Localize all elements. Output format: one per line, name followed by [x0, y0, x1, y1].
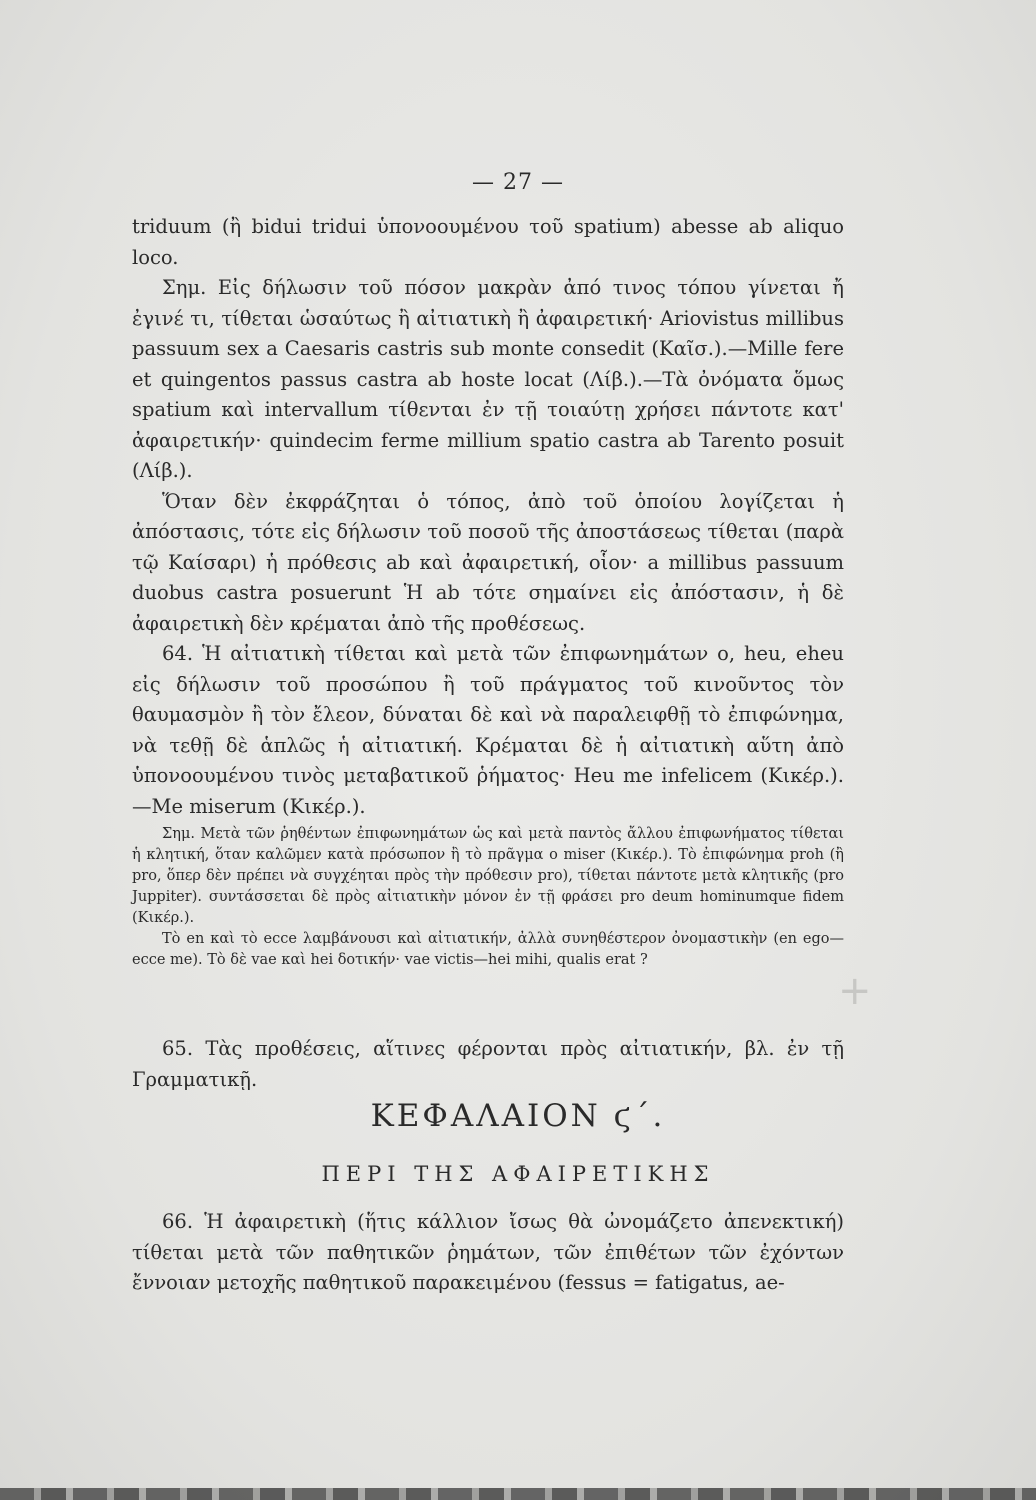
paragraph-distance-ab: Ὅταν δὲν ἐκφράζηται ὁ τόπος, ἀπὸ τοῦ ὁποίου λογίζεται ἡ ἀπόστασις, τότε εἰς δήλωσιν τοῦ ποσοῦ τῆς ἀποστάσεως τίθεται (παρὰ τῷ Καίσαρι) ἡ πρόθεσις ab καὶ ἀφαιρετική, οἷον· a millibus passuum duobus castra posuerunt Ἡ ab τότε σημαίνει εἰς ἀπόστασιν, ἡ δὲ ἀφαιρετικὴ δὲν κρέμαται ἀπὸ τῆς προθέσεως.: [132, 489, 844, 635]
main-text-66: [132, 1207, 844, 1299]
main-text-upper: [132, 212, 844, 822]
note-interjections: Σημ. Μετὰ τῶν ῥηθέντων ἐπιφωνημάτων ὡς καὶ μετὰ παντὸς ἄλλου ἐπιφωνήματος τίθεται ἡ κλητική, ὅταν καλῶμεν κατὰ πρόσωπον ἢ τὸ πρᾶγμα o miser (Κικέρ.). Τὸ ἐπιφώνημα proh (ἢ pro, ὅπερ δὲν πρέπει νὰ συγχέηται πρὸς τὴν πρόθεσιν pro), τίθεται πάντοτε μετὰ κλητικῆς (pro Juppiter). συντάσσεται δὲ πρὸς αἰτιατικὴν μόνον ἐν τῇ φράσει pro deum hominumque fidem (Κικέρ.).: [132, 826, 844, 926]
footnote-block: [132, 824, 844, 971]
paragraph-triduum: triduum (ἢ bidui tridui ὑπονοουμένου τοῦ spatium) abesse ab aliquo loco.: [132, 215, 844, 269]
paragraph-65: 65. Τὰς προθέσεις, αἵτινες φέρονται πρὸς αἰτιατικήν, βλ. ἐν τῇ Γραμματικῇ.: [132, 1037, 844, 1091]
note-en-ecce: Τὸ en καὶ τὸ ecce λαμβάνουσι καὶ αἰτιατικήν, ἀλλὰ συνηθέστερον ὀνομαστικὴν (en ego—ecce me). Τὸ δὲ vae καὶ hei δοτικήν· vae victis—hei mihi, qualis erat ?: [132, 931, 844, 968]
bottom-edge-strip: [0, 1488, 1036, 1500]
paragraph-66: 66. Ἡ ἀφαιρετικὴ (ἥτις κάλλιον ἴσως θὰ ὠνομάζετο ἀπενεκτική) τίθεται μετὰ τῶν παθητικῶν ῥημάτων, τῶν ἐπιθέτων τῶν ἐχόντων ἔννοιαν μετοχῆς παθητικοῦ παρακειμένου (fessus = fatigatus, ae-: [132, 1210, 844, 1294]
margin-cross-mark: +: [838, 968, 872, 1014]
chapter-title: ΚΕΦΑΛΑΙΟΝ ϛ΄.: [370, 1098, 666, 1134]
main-text-65: [132, 1034, 844, 1095]
paragraph-64: 64. Ἡ αἰτιατικὴ τίθεται καὶ μετὰ τῶν ἐπιφωνημάτων o, heu, eheu εἰς δήλωσιν τοῦ προσώπου ἢ τοῦ πράγματος τοῦ κινοῦντος τὸν θαυμασμὸν ἢ τὸν ἔλεον, δύναται δὲ καὶ νὰ παραλειφθῇ τὸ ἐπιφώνημα, νὰ τεθῇ δὲ ἁπλῶς ἡ αἰτιατική. Κρέμαται δὲ ἡ αἰτιατικὴ αὕτη ἀπὸ ὑπονοουμένου τινὸς μεταβατικοῦ ῥήματος· Heu me infelicem (Κικέρ.).—Me miserum (Κικέρ.).: [132, 642, 844, 818]
paragraph-note-distance: Σημ. Εἰς δήλωσιν τοῦ πόσον μακρὰν ἀπό τινος τόπου γίνεται ἤ ἐγινέ τι, τίθεται ὡσαύτως ἢ αἰτιατικὴ ἢ ἀφαιρετική· Ariovistus millibus passuum sex a Caesaris castris sub monte consedit (Καῖσ.).—Mille fere et quingentos passus castra ab hoste locat (Λίβ.).—Τὰ ὀνόματα ὅμως spatium καὶ intervallum τίθενται ἐν τῇ τοιαύτῃ χρήσει πάντοτε κατ' ἀφαιρετικήν· quindecim ferme millium spatio castra ab Tarento posuit (Λίβ.).: [132, 276, 844, 482]
chapter-subtitle: ΠΕΡΙ ΤΗΣ ΑΦΑΙΡΕΤΙΚΗΣ: [321, 1162, 715, 1186]
page-number: — 27 —: [472, 170, 564, 195]
